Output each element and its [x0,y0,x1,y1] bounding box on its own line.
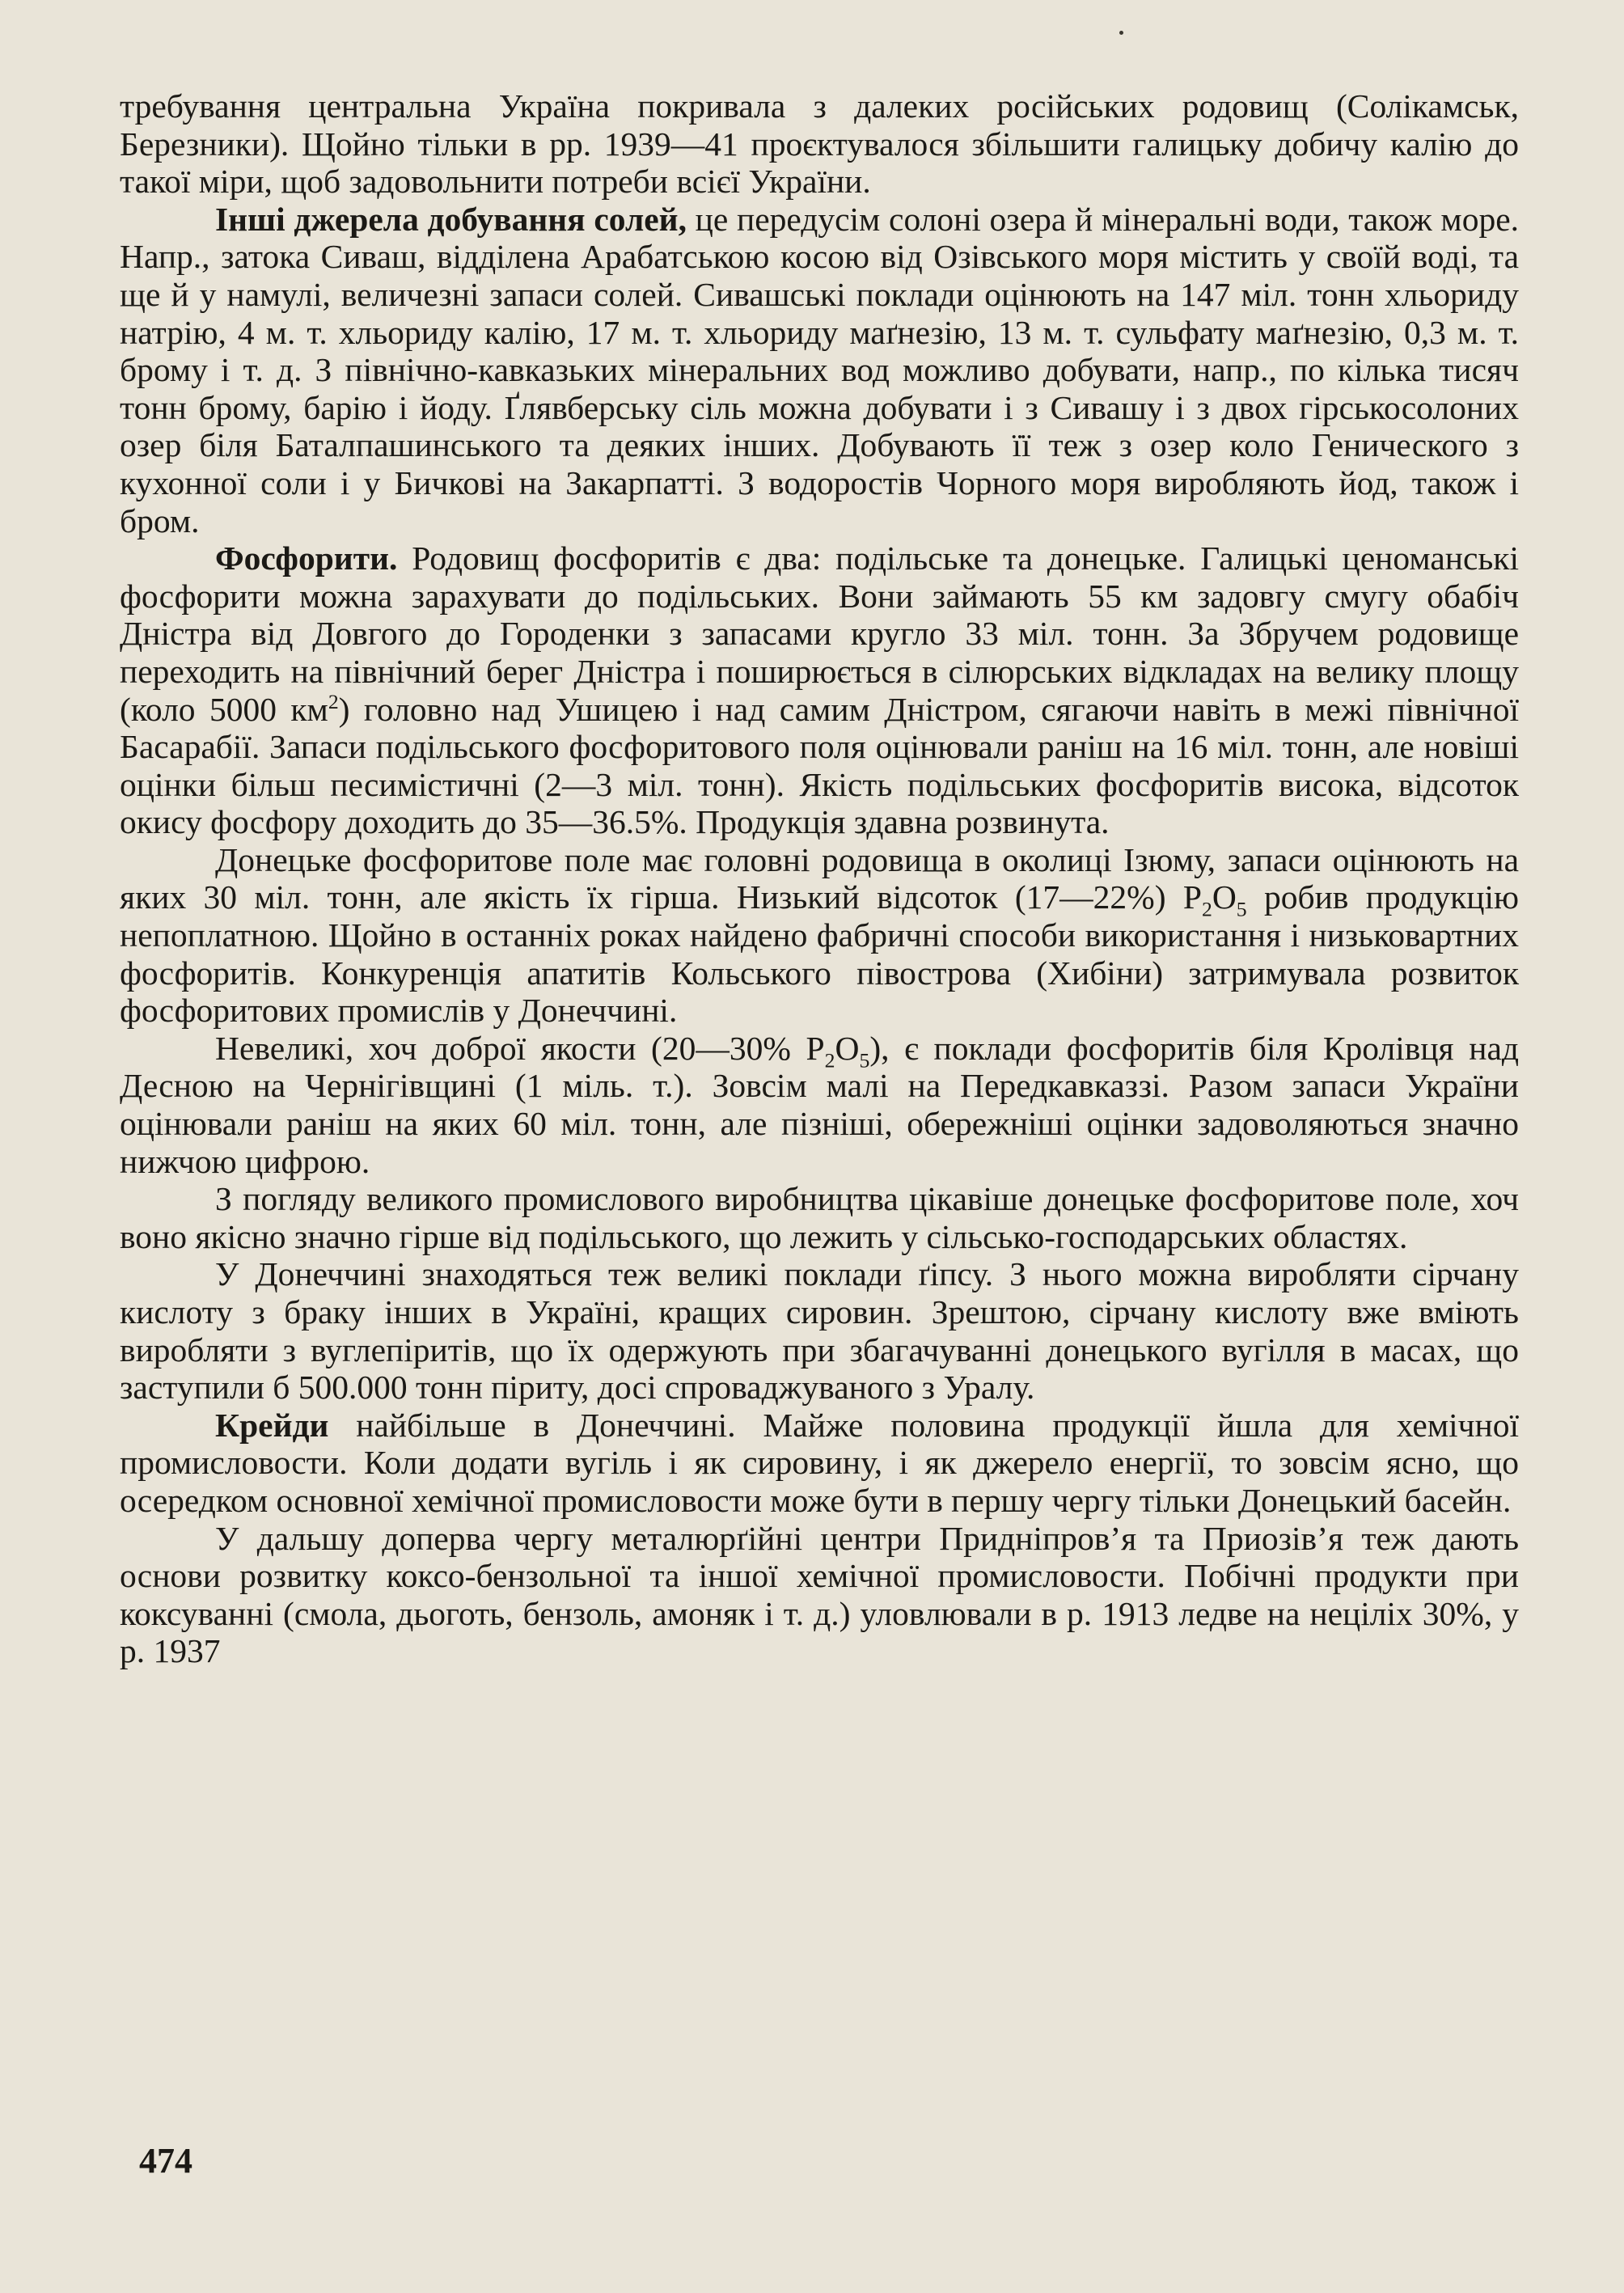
subscript: 2 [1201,897,1212,921]
subscript: 5 [859,1048,870,1072]
paragraph [120,1180,1519,1255]
text-run: O [835,1029,860,1067]
page-body [120,87,1519,1670]
text-run: це передусім солоні озера й мінеральні води, також море. Напр., затока Сиваш, відділена Арабатською косою від Озівського моря містить у своїй воді, та ще й у намулі, величезні запаси солей. Сивашські поклади оцінюють на 147 міл. тонн хльориду натрію, 4 м. т. хльориду калію, 17 м. т. хльориду маґнезію, 13 м. т. сульфату маґнезію, 0,3 м. т. брому і т. д. З північно-кавказьких мінеральних вод можливо добувати, напр., по кілька тисяч тонн брому, барію і йоду. Ґлявберську сіль можна добувати і з Сивашу і з двох гірськосолоних озер біля Баталпашинського та деяких інших. Добувають її теж з озер коло Генического з кухонної соли і у Бичкові на Закарпатті. З водоростів Чорного моря виробляють йод, також і бром. [120,200,1519,539]
text-run: Невеликі, хоч доброї якости (20—30% P [215,1029,825,1067]
text-run: Родовищ фосфоритів є два: подільське та донецьке. Галицькі ценоманські фосфорити можна зарахувати до подільських. Вони займають 55 км задовгу смугу обабіч Дністра від Довгого до Городенки з запасами кругло 33 міл. тонн. За Збручем родовище переходить на північний берег Дністра і поширюється в сілюрських відкладах на велику площу (коло 5000 км [120,539,1519,728]
superscript: 2 [328,689,339,713]
bold-term: Фосфорити. [215,539,398,577]
text-run: требування центральна Україна покривала з далеких російських родовищ (Солікамськ, Березники). Щойно тільки в рр. 1939—41 проєктувалося збільшити галицьку добичу калію до такої міри, щоб задовольнити потреби всієї України. [120,87,1519,201]
paragraph [120,1255,1519,1406]
paragraph [120,539,1519,841]
text-run: робив продукцію непоплатною. Щойно в останніх роках найдено фабричні способи використання і низьковартних фосфоритів. Конкуренція апатитів Кольського півострова (Хибіни) затримувала розвиток фосфоритових промислів у Донеччині. [120,878,1519,1030]
text-run: У Донеччині знаходяться теж великі поклади ґіпсу. З нього можна виробляти сірчану кислоту з браку інших в Україні, кращих сировин. Зрештою, сірчану кислоту вже вміють виробляти з вуглепіритів, що їх одержують при збагачуванні донецького вугілля в масах, що заступили б 500.000 тонн піриту, досі спроваджуваного з Уралу. [120,1255,1519,1407]
paragraph [120,87,1519,201]
paragraph [120,201,1519,539]
subscript: 5 [1236,897,1247,921]
text-run: O [1212,878,1237,916]
text-run: У дальшу доперва чергу металюрґійні центри Придніпров’я та Приозів’я теж дають основи розвитку коксо-бензольної та іншої хемічної промисловости. Побічні продукти при коксуванні (смола, дьоготь, бензоль, амоняк і т. д.) уловлювали в р. 1913 ледве на неціліх 30%, у р. 1937 [120,1519,1519,1670]
subscript: 2 [824,1048,835,1072]
page-number: 474 [139,2141,192,2181]
paragraph [120,1520,1519,1670]
bold-term: Інші джерела добування солей, [215,200,687,238]
text-run: ), є поклади фосфоритів біля Кролівця над Десною на Чернігівщині (1 міль. т.). Зовсім малі на Передкавказзі. Разом запаси України оцінювали раніш на яких 60 міл. тонн, але пізніші, обережніші оцінки задоволяються значно нижчою цифрою. [120,1029,1519,1180]
paragraph [120,841,1519,1030]
text-run: З погляду великого промислового виробництва цікавіше донецьке фосфоритове поле, хоч воно якісно значно гірше від подільського, що лежить у сільсько-господарських областях. [120,1180,1519,1255]
text-run: ) головно над Ушицею і над самим Дністром, сягаючи навіть в межі північної Басарабії. Запаси подільського фосфоритового поля оцінювали раніш на 16 міл. тонн, але новіші оцінки більш песимістичні (2—3 міл. тонн). Якість подільських фосфоритів висока, відсоток окису фосфору доходить до 35—36.5%. Продукція здавна розвинута. [120,690,1519,841]
text-run: Донецьке фосфоритове поле має головні родовища в околиці Ізюму, запаси оцінюють на яких 30 міл. тонн, але якість їх гірша. Низький відсоток (17—22%) P [120,840,1519,916]
paragraph [120,1030,1519,1180]
text-run: найбільше в Донеччині. Майже половина продукції йшла для хемічної промисловости. Коли додати вугіль і як сировину, і як джерело енергії, то зовсім ясно, що осередком основної хемічної промисловости може бути в першу чергу тільки Донецький басейн. [120,1406,1519,1519]
paragraph [120,1407,1519,1520]
page-speck [1119,31,1123,35]
bold-term: Крейди [215,1406,329,1444]
